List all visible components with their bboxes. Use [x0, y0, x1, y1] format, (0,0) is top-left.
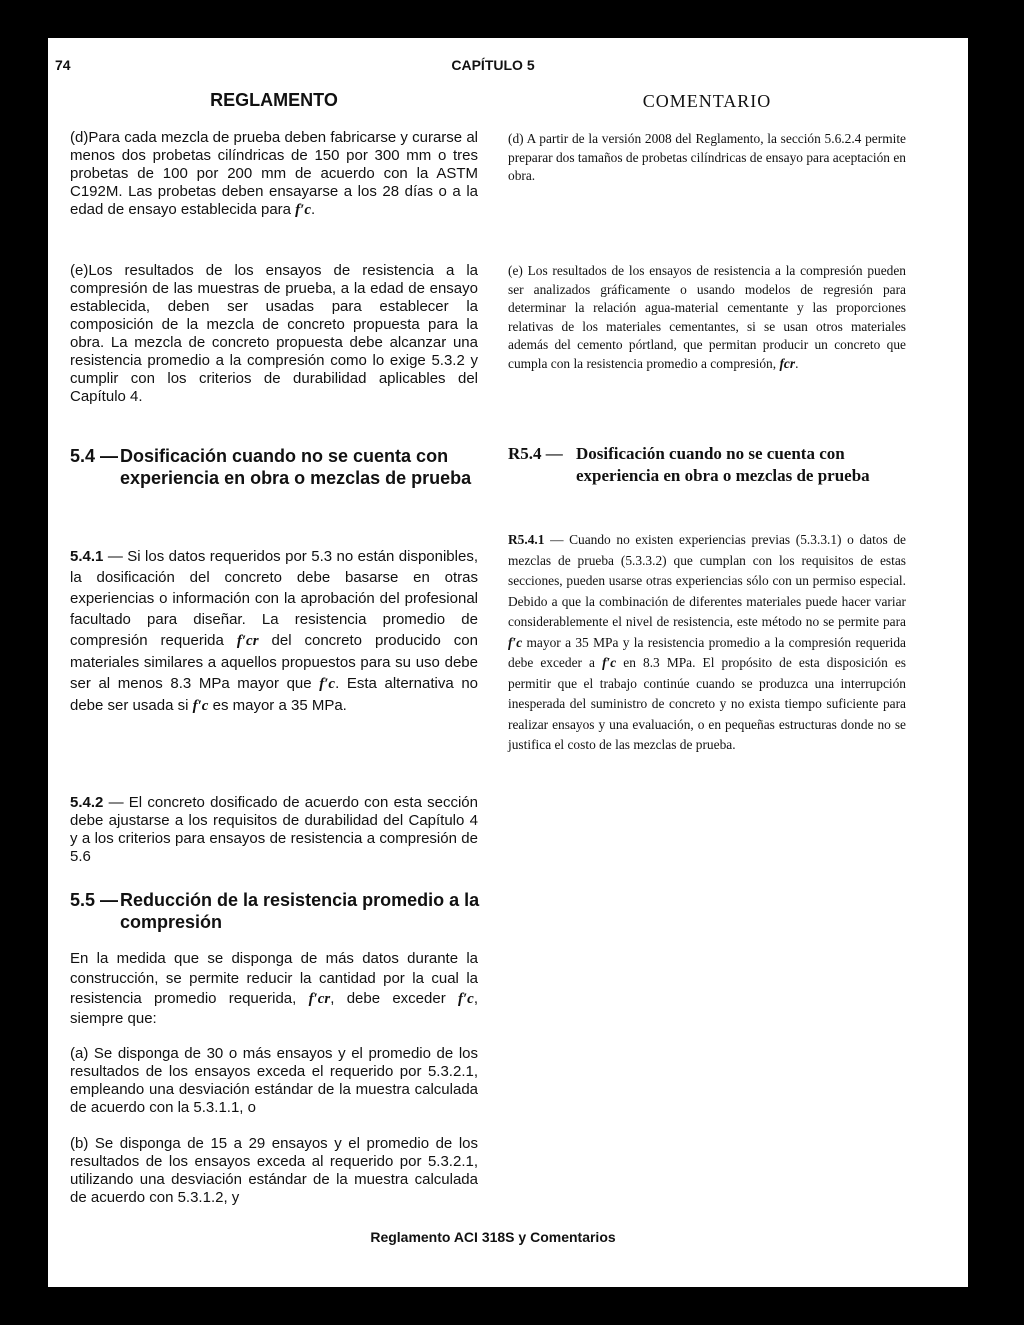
- math-fcr: f′cr: [308, 991, 331, 1007]
- item-a: (a) Se disponga de 30 o más ensayos y el promedio de los resultados de los ensayos exceda el requerido por 5.3.2.1, empleando una desviación estándar de la muestra calculada de acuerdo con la 5.3.1.1, o: [70, 1045, 478, 1116]
- section-5-4-heading: [70, 445, 490, 489]
- math-fc: f′c: [192, 698, 209, 714]
- page-number: 74: [55, 57, 71, 73]
- section-number: R5.4 —: [508, 444, 563, 463]
- text: (e) Los resultados de los ensayos de resistencia a la compresión pueden ser analizados gráficamente o usando modelos de regresión para determinar la relación agua-material cementante y las proporciones relativas de los materiales cementantes, si se usan otros materiales además del cemento pórtland, que permitan producir un concreto que cumpla con la resistencia promedio a compresión,: [508, 263, 906, 371]
- text: , debe exceder: [330, 990, 458, 1007]
- comment-d: (d) A partir de la versión 2008 del Reglamento, la sección 5.6.2.4 permite preparar dos tamaños de probetas cilíndricas de ensayo para aceptación en obra.: [508, 131, 906, 184]
- text: — El concreto dosificado de acuerdo con esta sección debe ajustarse a los requisitos de durabilidad del Capítulo 4 y a los criterios para ensayos de resistencia a compresión de 5.6: [70, 794, 478, 865]
- section-number: 5.5 —: [70, 890, 119, 910]
- text: del concreto producido con materiales similares a aquellos propuestos para su uso debe ser al menos 8.3 MPa mayor que: [70, 632, 478, 692]
- comment-r5-4-1: [508, 530, 906, 756]
- text: — Cuando no existen experiencias previas (5.3.3.1) o datos de mezclas de prueba (5.3.3.2) que cumplan con los requisitos de estas secciones, pueden usarse otras experiencias sólo con un permiso especial. Debido a que la combinación de diferentes materiales puede hacer variar considerablemente el nivel de resistencia, este método no se permite para: [508, 532, 906, 629]
- math-fcr: f′cr: [236, 633, 259, 649]
- column-title-comentario: COMENTARIO: [642, 91, 772, 111]
- text: . Esta alternativa no debe ser usada si: [70, 675, 479, 714]
- comment-e: [508, 262, 906, 374]
- page-footer: Reglamento ACI 318S y Comentarios: [370, 1229, 616, 1245]
- text: en 8.3 MPa. El propósito de esta disposición es permitir que el trabajo continúe cuando se produzca una interrupción inesperada del suministro de concreto y no exista tiempo suficiente para realizar ensayos y una evaluación, o en pequeñas estructuras donde no se justifica el costo de las mezclas de prueba.: [508, 655, 906, 752]
- text: .: [311, 201, 316, 218]
- section-5-5-heading: [70, 889, 490, 933]
- section-r5-4-heading: [508, 443, 888, 487]
- math-fc: f′c: [508, 634, 523, 650]
- math-fc: f′c: [319, 676, 336, 692]
- section-title: Reducción de la resistencia promedio a la compresión: [120, 890, 480, 932]
- chapter-title: CAPÍTULO 5: [451, 57, 535, 73]
- math-fc: f′c: [457, 991, 474, 1007]
- text: es mayor a 35 MPa.: [208, 697, 347, 714]
- math-fc: f′c: [295, 202, 312, 218]
- text: mayor a 35 MPa y la resistencia promedio a la compresión requerida debe exceder a: [508, 634, 906, 670]
- clause-number: 5.4.1: [70, 548, 104, 565]
- clause-number: 5.4.2: [70, 794, 104, 811]
- paragraph-d: [70, 129, 478, 219]
- math-fc: f′c: [602, 655, 617, 670]
- document-page: [48, 38, 968, 1287]
- item-b: (b) Se disponga de 15 a 29 ensayos y el promedio de los resultados de los ensayos exceda al requerido por 5.3.2.1, utilizando una desviación estándar de la muestra calculada de acuerdo con 5.3.1.2, y: [70, 1135, 478, 1206]
- text: (d)Para cada mezcla de prueba deben fabricarse y curarse al menos dos probetas cilíndricas de 150 por 300 mm o tres probetas de 100 por 200 mm de acuerdo con la ASTM C192M. Las probetas deben ensayarse a los 28 días o a la edad de ensayo establecida para: [70, 129, 478, 218]
- paragraph-5-5: [70, 949, 478, 1029]
- text: En la medida que se disponga de más datos durante la construcción, se permite reducir la cantidad por la cual la resistencia promedio requerida,: [70, 950, 478, 1007]
- math-fcr: fcr: [779, 355, 796, 371]
- text: — Si los datos requeridos por 5.3 no están disponibles, la dosificación del concreto debe basarse en otras experiencias o información con la aprobación del profesional facultado para diseñar. La resistencia promedio de compresión requerida: [70, 548, 478, 649]
- paragraph-e: (e)Los resultados de los ensayos de resistencia a la compresión de las muestras de prueba, a la edad de ensayo establecida, deben ser usadas para establecer la composición de la mezcla de concreto propuesta para la obra. La mezcla de concreto propuesta debe alcanzar una resistencia promedio a la compresión como lo exige 5.3.2 y cumplir con los criterios de durabilidad aplicables del Capítulo 4.: [70, 262, 478, 405]
- text: , siempre que:: [70, 990, 479, 1027]
- section-title: Dosificación cuando no se cuenta con experiencia en obra o mezclas de prueba: [120, 446, 472, 488]
- section-title: Dosificación cuando no se cuenta con experiencia en obra o mezclas de prueba: [576, 444, 870, 485]
- section-number: 5.4 —: [70, 446, 119, 466]
- paragraph-5-4-2: [70, 794, 478, 866]
- clause-number: R5.4.1: [508, 532, 545, 547]
- paragraph-5-4-1: [70, 546, 478, 717]
- column-title-reglamento: REGLAMENTO: [210, 90, 338, 110]
- text: .: [795, 355, 799, 371]
